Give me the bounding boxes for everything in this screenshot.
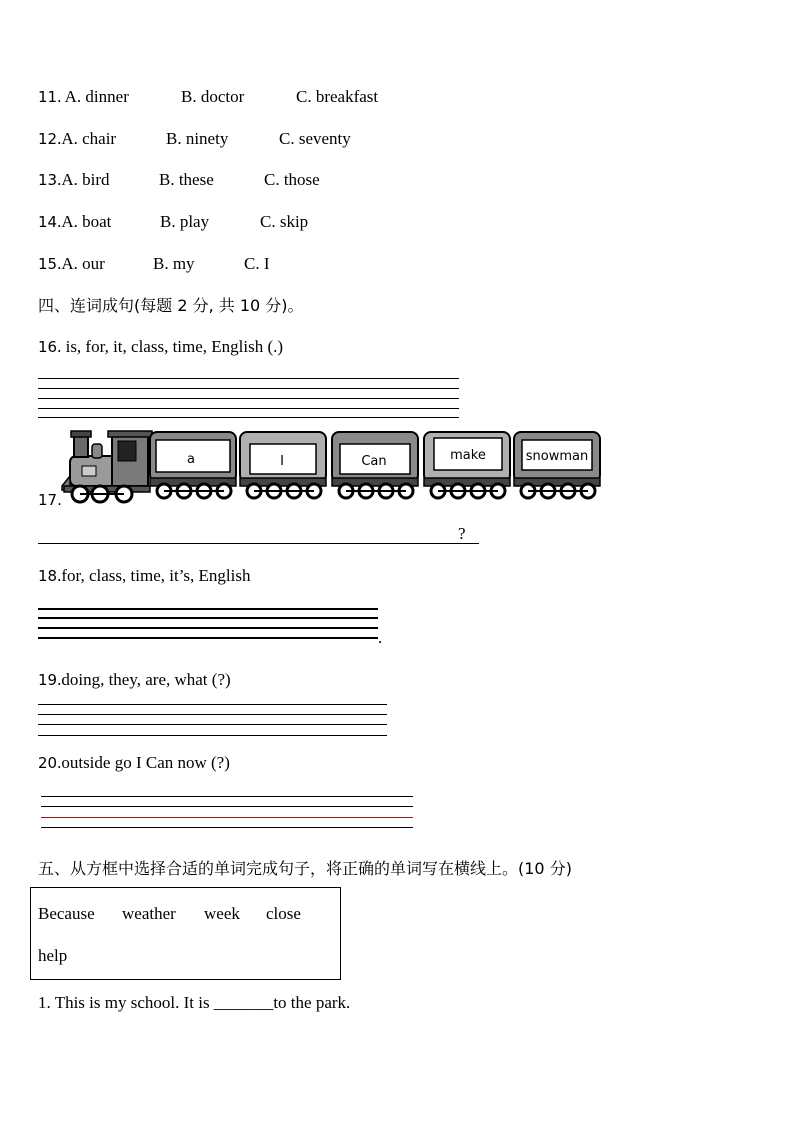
option-c: C. skip [260, 212, 309, 231]
car-word: Can [361, 454, 387, 469]
option-a: .A. bird [57, 170, 110, 189]
question-text: .outside go I Can now (?) [57, 753, 230, 772]
option-b: B. play [160, 212, 210, 231]
question-17-end-mark: ? [458, 524, 466, 543]
option-a: . A. dinner [57, 87, 129, 106]
answer-line-17[interactable] [38, 543, 479, 544]
question-number: 12 [38, 130, 58, 148]
question-number: 18 [38, 567, 58, 585]
question-16 [38, 337, 283, 357]
option-b: B. doctor [181, 87, 245, 106]
train-illustration [60, 428, 605, 508]
question-number: 17. [38, 491, 62, 509]
question-number: 16 [38, 338, 58, 356]
question-number: 11 [38, 88, 58, 106]
train-car-4 [424, 432, 510, 498]
option-c: C. I [244, 254, 270, 273]
option-b: B. ninety [166, 129, 229, 148]
section-5-question-1: 1. This is my school. It is _______to the park. [38, 993, 351, 1012]
word-bank-item: close [266, 904, 301, 923]
question-number: 20 [38, 754, 58, 772]
car-word: make [450, 448, 486, 463]
question-number: 15 [38, 255, 58, 273]
train-car-3 [332, 432, 418, 498]
word-bank-box [30, 887, 341, 980]
question-text: .doing, they, are, what (?) [57, 670, 231, 689]
question-text: .for, class, time, it’s, English [57, 566, 251, 585]
section-5-title: 五、从方框中选择合适的单词完成句子，将正确的单词写在横线上。(10 分) [38, 859, 572, 878]
option-c: C. seventy [279, 129, 351, 148]
question-number: 19 [38, 671, 58, 689]
car-word: I [280, 454, 284, 469]
question-number: 14 [38, 213, 58, 231]
option-c: C. those [264, 170, 320, 189]
option-b: B. these [159, 170, 214, 189]
option-a: .A. boat [57, 212, 112, 231]
option-a: .A. our [57, 254, 105, 273]
question-18-end-mark: . [378, 628, 383, 647]
question-19 [38, 670, 231, 690]
question-text: . is, for, it, class, time, English (.) [57, 337, 284, 356]
option-c: C. breakfast [296, 87, 379, 106]
question-number: 13 [38, 171, 58, 189]
locomotive-icon [62, 431, 152, 502]
train-car-2 [240, 432, 326, 498]
option-a: .A. chair [57, 129, 117, 148]
section-4-title: 四、连词成句(每题 2 分, 共 10 分)。 [38, 296, 304, 315]
word-bank-item: help [38, 946, 68, 965]
question-20 [38, 753, 230, 773]
option-b: B. my [153, 254, 195, 273]
question-18 [38, 566, 250, 586]
word-bank-item: weather [122, 904, 176, 923]
car-word: snowman [525, 449, 589, 464]
train-car-5 [514, 432, 600, 498]
car-word: a [187, 452, 195, 467]
train-car-1 [150, 432, 236, 498]
word-bank-item: week [204, 904, 240, 923]
word-bank-item: Because [38, 904, 95, 923]
